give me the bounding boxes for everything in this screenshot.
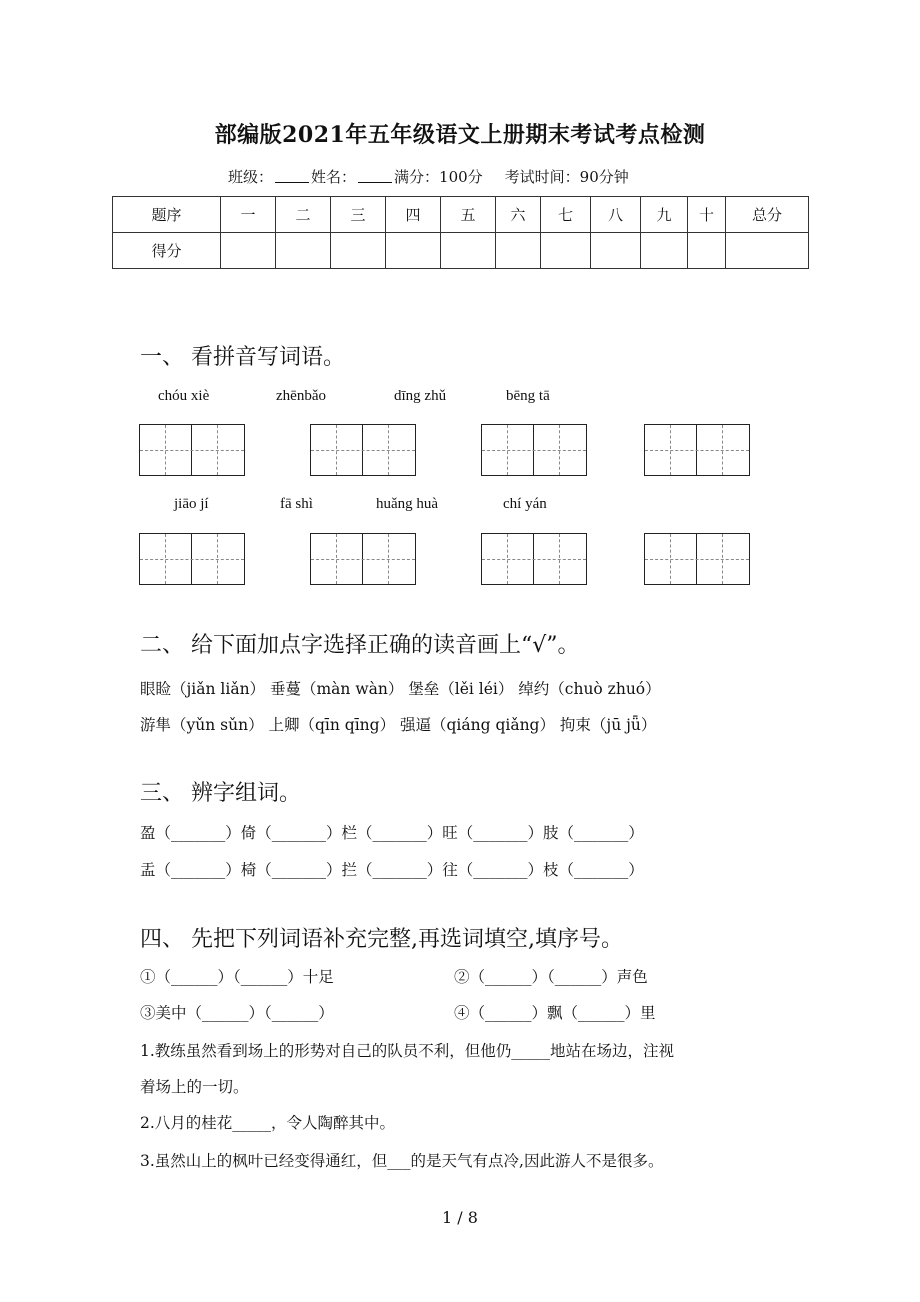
question-text: 2.八月的桂花_____，令人陶醉其中。 (140, 1114, 396, 1132)
score-cell[interactable] (276, 233, 331, 269)
score-header-cell: 四 (386, 197, 441, 233)
idiom-item: ④（______）飘（______）里 (454, 1004, 656, 1022)
score-cell[interactable] (221, 233, 276, 269)
score-header-cell: 六 (496, 197, 541, 233)
score-cell[interactable] (688, 233, 726, 269)
score-table (112, 196, 809, 269)
writing-grid[interactable] (644, 533, 750, 585)
score-header-cell: 题序 (113, 197, 221, 233)
pinyin-label: huǎng huà (376, 496, 439, 512)
name-blank[interactable] (358, 168, 392, 183)
writing-grid[interactable] (481, 533, 587, 585)
question-text: 1.教练虽然看到场上的形势对自己的队员不利，但他仍_____地站在场边，注视 (140, 1042, 675, 1060)
score-cell[interactable] (541, 233, 591, 269)
word-group-line: 盂（_______）椅（_______）拦（_______）往（_______）枝（_______） (140, 861, 644, 879)
score-cell[interactable] (591, 233, 641, 269)
full-score: 满分：100分 (394, 168, 483, 186)
pinyin-label: dīng zhǔ (394, 388, 447, 404)
writing-grid[interactable] (644, 424, 750, 476)
name-label: 姓名： (311, 168, 357, 186)
score-header-cell: 八 (591, 197, 641, 233)
idiom-item: ②（______）（______）声色 (454, 968, 648, 986)
exam-info (228, 166, 629, 187)
score-header-cell: 九 (641, 197, 688, 233)
score-cell[interactable] (496, 233, 541, 269)
question-text: 3.虽然山上的枫叶已经变得通红，但___的是天气有点冷,因此游人不是很多。 (140, 1152, 664, 1170)
score-header-cell: 一 (221, 197, 276, 233)
score-row-label: 得分 (113, 233, 221, 269)
score-cell[interactable] (441, 233, 496, 269)
page-number: 1 / 8 (442, 1208, 478, 1227)
writing-grid[interactable] (139, 424, 245, 476)
question-text: 着场上的一切。 (140, 1078, 249, 1096)
score-header-cell: 七 (541, 197, 591, 233)
pinyin-label: fā shì (280, 496, 313, 512)
section3-heading: 三、 辨字组词。 (140, 781, 301, 806)
writing-grid[interactable] (139, 533, 245, 585)
section1-heading: 一、 看拼音写词语。 (140, 345, 345, 370)
score-cell[interactable] (641, 233, 688, 269)
score-cell[interactable] (386, 233, 441, 269)
section2-heading: 二、 给下面加点字选择正确的读音画上“√”。 (140, 633, 580, 658)
pronunciation-line: 眼睑（jiǎn liǎn） 垂蔓（màn wàn） 堡垒（lěi léi） 绰约（chuò zhuó） (140, 680, 661, 698)
score-cell[interactable] (331, 233, 386, 269)
score-header-cell: 十 (688, 197, 726, 233)
word-group-line: 盈（_______）倚（_______）栏（_______）旺（_______）肢（_______） (140, 824, 644, 842)
pinyin-label: chóu xiè (158, 388, 210, 404)
writing-grid[interactable] (310, 424, 416, 476)
class-blank[interactable] (275, 168, 309, 183)
writing-grid[interactable] (310, 533, 416, 585)
score-value-row (113, 233, 809, 269)
class-label: 班级： (228, 168, 274, 186)
idiom-item: ③美中（______）（______） (140, 1004, 334, 1022)
page-title: 部编版2021年五年级语文上册期末考试考点检测 (214, 122, 706, 148)
idiom-item: ①（______）（______）十足 (140, 968, 334, 986)
pinyin-label: zhēnbǎo (276, 388, 326, 404)
score-header-cell: 总分 (726, 197, 809, 233)
pronunciation-line: 游隼（yǔn sǔn） 上卿（qīn qīng） 强逼（qiáng qiǎng） 拘束（jū jǖ） (140, 716, 657, 734)
score-cell[interactable] (726, 233, 809, 269)
score-header-cell: 二 (276, 197, 331, 233)
exam-time: 考试时间：90分钟 (504, 168, 629, 186)
writing-grid[interactable] (481, 424, 587, 476)
pinyin-label: bēng tā (506, 388, 550, 404)
score-header-cell: 五 (441, 197, 496, 233)
score-header-row (113, 197, 809, 233)
pinyin-label: chí yán (503, 496, 547, 512)
score-header-cell: 三 (331, 197, 386, 233)
pinyin-label: jiāo jí (174, 496, 209, 512)
section4-heading: 四、 先把下列词语补充完整,再选词填空,填序号。 (140, 927, 623, 952)
